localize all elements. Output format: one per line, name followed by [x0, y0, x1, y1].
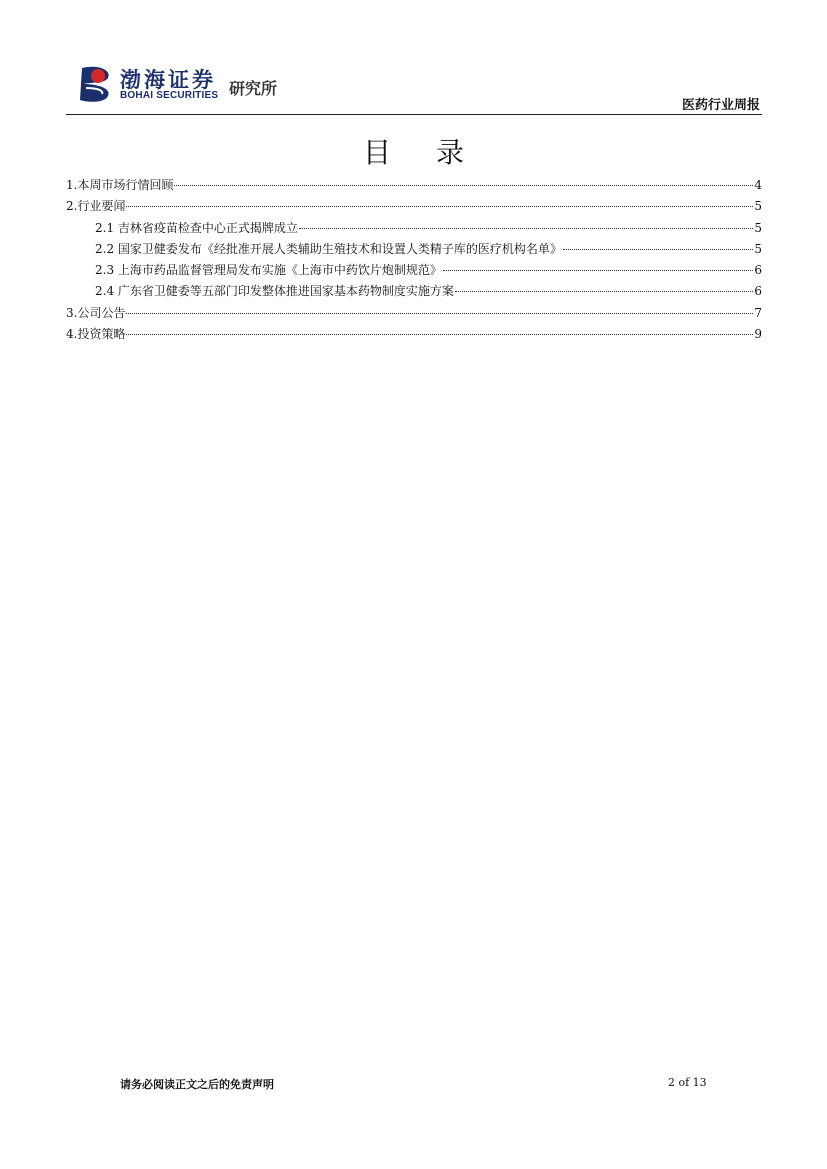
toc-entry-label: 4.投资策略 [66, 327, 126, 342]
toc-entry-page: 5 [754, 220, 762, 235]
toc-entry-page: 6 [754, 284, 762, 299]
toc-entry-label: 2.行业要闻 [66, 199, 126, 214]
toc-entry-label: 2.3 上海市药品监督管理局发布实施《上海市中药饮片炮制规范》 [95, 263, 442, 278]
toc-title: 目 录 [363, 136, 482, 169]
toc-entry[interactable] [66, 325, 762, 346]
toc-entry[interactable] [66, 261, 762, 282]
toc-entry[interactable] [66, 219, 762, 240]
toc-entry[interactable] [66, 240, 762, 261]
toc-entry-label: 2.4 广东省卫健委等五部门印发整体推进国家基本药物制度实施方案 [95, 284, 454, 299]
toc-leader-dots [126, 334, 753, 335]
logo-cn-text: 渤海证券 [120, 68, 216, 92]
toc-entry-page: 5 [754, 199, 762, 214]
toc-entry-page: 9 [754, 327, 762, 342]
toc-leader-dots [174, 185, 753, 186]
institute-label: 研究所 [229, 79, 278, 98]
toc-leader-dots [299, 228, 753, 229]
toc-entry[interactable] [66, 197, 762, 218]
toc-leader-dots [455, 291, 753, 292]
toc-entry-label: 3.公司公告 [66, 305, 126, 320]
toc-leader-dots [443, 270, 753, 271]
toc-entry[interactable] [66, 176, 762, 197]
toc-leader-dots [126, 206, 753, 207]
report-type-label: 医药行业周报 [681, 98, 760, 113]
toc-entry[interactable] [66, 304, 762, 325]
toc-entry-label: 1.本周市场行情回顾 [66, 178, 174, 192]
toc-entry-label: 2.1 吉林省疫苗检查中心正式揭牌成立 [95, 220, 298, 235]
toc-entry[interactable] [66, 282, 762, 303]
page-indicator: 2 of 13 [668, 1076, 707, 1089]
toc-entry-label: 2.2 国家卫健委发布《经批准开展人类辅助生殖技术和设置人类精子库的医疗机构名单》 [95, 241, 562, 256]
toc-entry-page: 4 [754, 178, 762, 192]
toc-entry-page: 7 [754, 305, 762, 320]
header-divider [66, 114, 762, 115]
logo-en-text: BOHAI SECURITIES [120, 90, 219, 101]
table-of-contents [66, 176, 762, 346]
toc-entry-page: 5 [754, 241, 762, 256]
footer-disclaimer: 请务必阅读正文之后的免责声明 [120, 1078, 274, 1091]
toc-leader-dots [126, 313, 753, 314]
page-header [66, 58, 762, 114]
toc-leader-dots [563, 249, 753, 250]
toc-entry-page: 6 [754, 263, 762, 278]
bohai-logo-icon [78, 64, 114, 104]
